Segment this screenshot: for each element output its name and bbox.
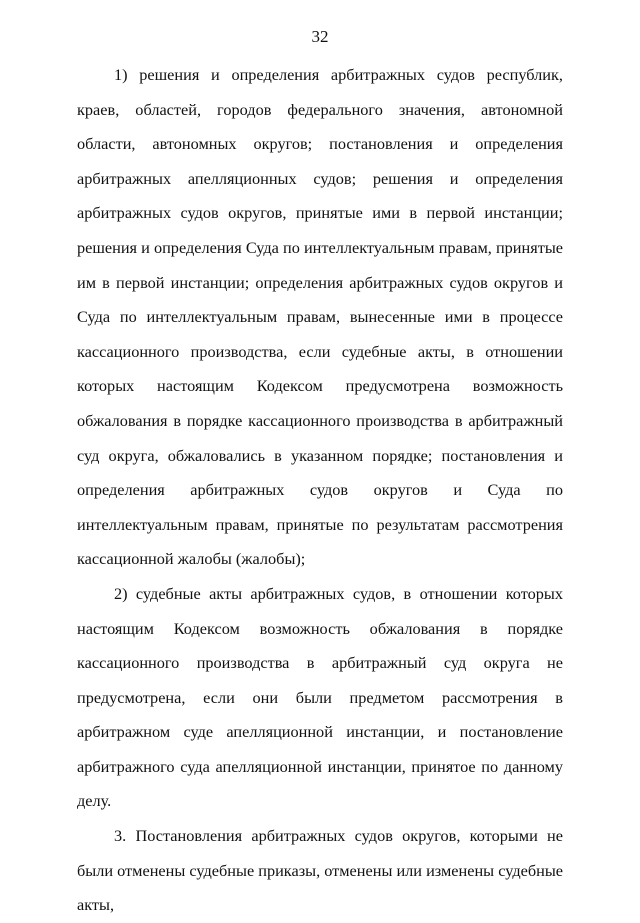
paragraph-item-2: 2) судебные акты арбитражных судов, в отношении которых настоящим Кодексом возможность обжалования в порядке кассационного производства в арбитражный суд округа не предусмотрена, если они были предметом рассмотрения в арбитражном суде апелляционной инстанции, и постановление арбитражного суда апелляционной инстанции, принятое по данному делу. (77, 583, 563, 811)
paragraph-item-1: 1) решения и определения арбитражных судов республик, краев, областей, городов федерального значения, автономной области, автономных округов; постановления и определения арбитражных апелляционных судов; решения и определения арбитражных судов округов, принятые ими в первой инстанции; решения и определения Суда по интеллектуальным правам, принятые им в первой инстанции; определения арбитражных судов округов и Суда по интеллектуальным правам, вынесенные ими в процессе кассационного производства, если судебные акты, в отношении которых настоящим Кодексом предусмотрена возможность обжалования в порядке кассационного производства в арбитражный суд округа, обжаловались в указанном порядке; постановления и определения арбитражных судов округов и Суда по интеллектуальным правам, принятые по результатам рассмотрения кассационной жалобы (жалобы); (77, 65, 563, 569)
paragraph-item-3: 3. Постановления арбитражных судов округов, которыми не были отменены судебные приказы, отменены или изменены судебные акты, (77, 826, 563, 915)
page-number: 32 (311, 27, 329, 46)
document-body (77, 58, 563, 923)
